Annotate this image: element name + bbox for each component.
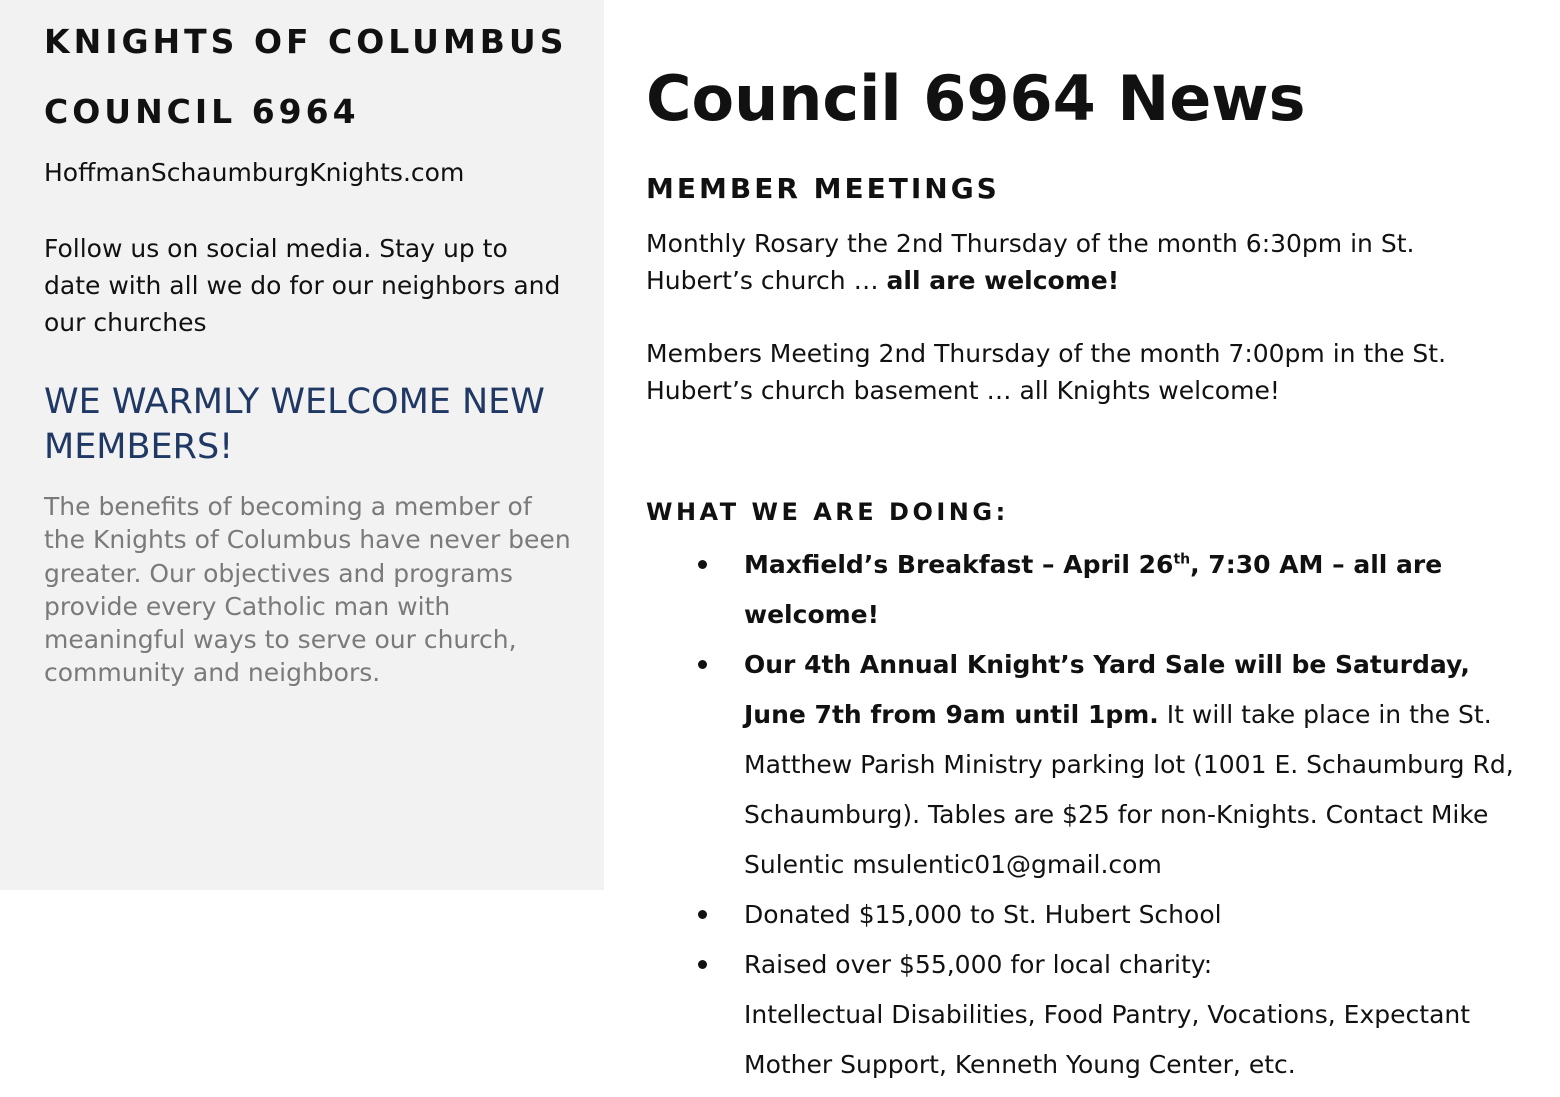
member-meetings-heading: MEMBER MEETINGS (646, 172, 1000, 205)
breakfast-text-post: , 7:30 AM – all are welcome! (744, 550, 1443, 629)
breakfast-text-pre: Maxfield’s Breakfast – April 26 (744, 550, 1174, 579)
list-item (646, 890, 1536, 940)
sidebar (0, 0, 604, 890)
charity-list: Intellectual Disabilities, Food Pantry, Vocations, Expectant Mother Support, Kenneth Young Center, etc. (744, 1000, 1471, 1079)
benefits-text: The benefits of becoming a member of the Knights of Columbus have never been greater. Our objectives and programs provide every Catholic man with meaningful ways to serve our church, community and neighbors. (44, 492, 571, 688)
charity-text: Raised over $55,000 for local charity: (744, 950, 1213, 979)
bullet-icon (698, 560, 707, 569)
what-we-are-doing-heading: WHAT WE ARE DOING: (646, 498, 1009, 526)
meeting-paragraph: Members Meeting 2nd Thursday of the month 7:00pm in the St. Hubert’s church basement … all Knights welcome! (646, 339, 1447, 405)
list-item (646, 940, 1536, 1090)
bullet-icon (698, 960, 707, 969)
social-media-note: Follow us on social media. Stay up to date with all we do for our neighbors and our churches (44, 234, 561, 337)
rosary-paragraph (646, 226, 1526, 299)
list-item (646, 540, 1536, 640)
bullet-icon (698, 660, 707, 669)
yard-sale-heading: Our 4th Annual Knight’s Yard Sale will be Saturday, June 7th from 9am until 1pm. (744, 650, 1470, 729)
website-link[interactable]: HoffmanSchaumburgKnights.com (44, 158, 465, 187)
yard-sale-details: It will take place in the St. Matthew Parish Ministry parking lot (1001 E. Schaumburg Rd, Schaumburg). Tables are $25 for non-Knights. Contact Mike Sulentic msulentic01@gmail.com (744, 700, 1514, 879)
rosary-text: Monthly Rosary the 2nd Thursday of the month 6:30pm in St. Hubert’s church … (646, 229, 1415, 295)
rosary-welcome: all are welcome! (886, 265, 1120, 295)
page-title: Council 6964 News (646, 62, 1306, 135)
council-name: COUNCIL 6964 (44, 92, 360, 131)
ordinal-suffix: th (1173, 551, 1191, 568)
bullet-icon (698, 910, 707, 919)
donation-text: Donated $15,000 to St. Hubert School (744, 900, 1222, 929)
welcome-heading: WE WARMLY WELCOME NEW MEMBERS! (44, 382, 545, 467)
list-item (646, 640, 1536, 890)
org-name: KNIGHTS OF COLUMBUS (44, 22, 568, 61)
activities-list (646, 540, 1536, 1090)
